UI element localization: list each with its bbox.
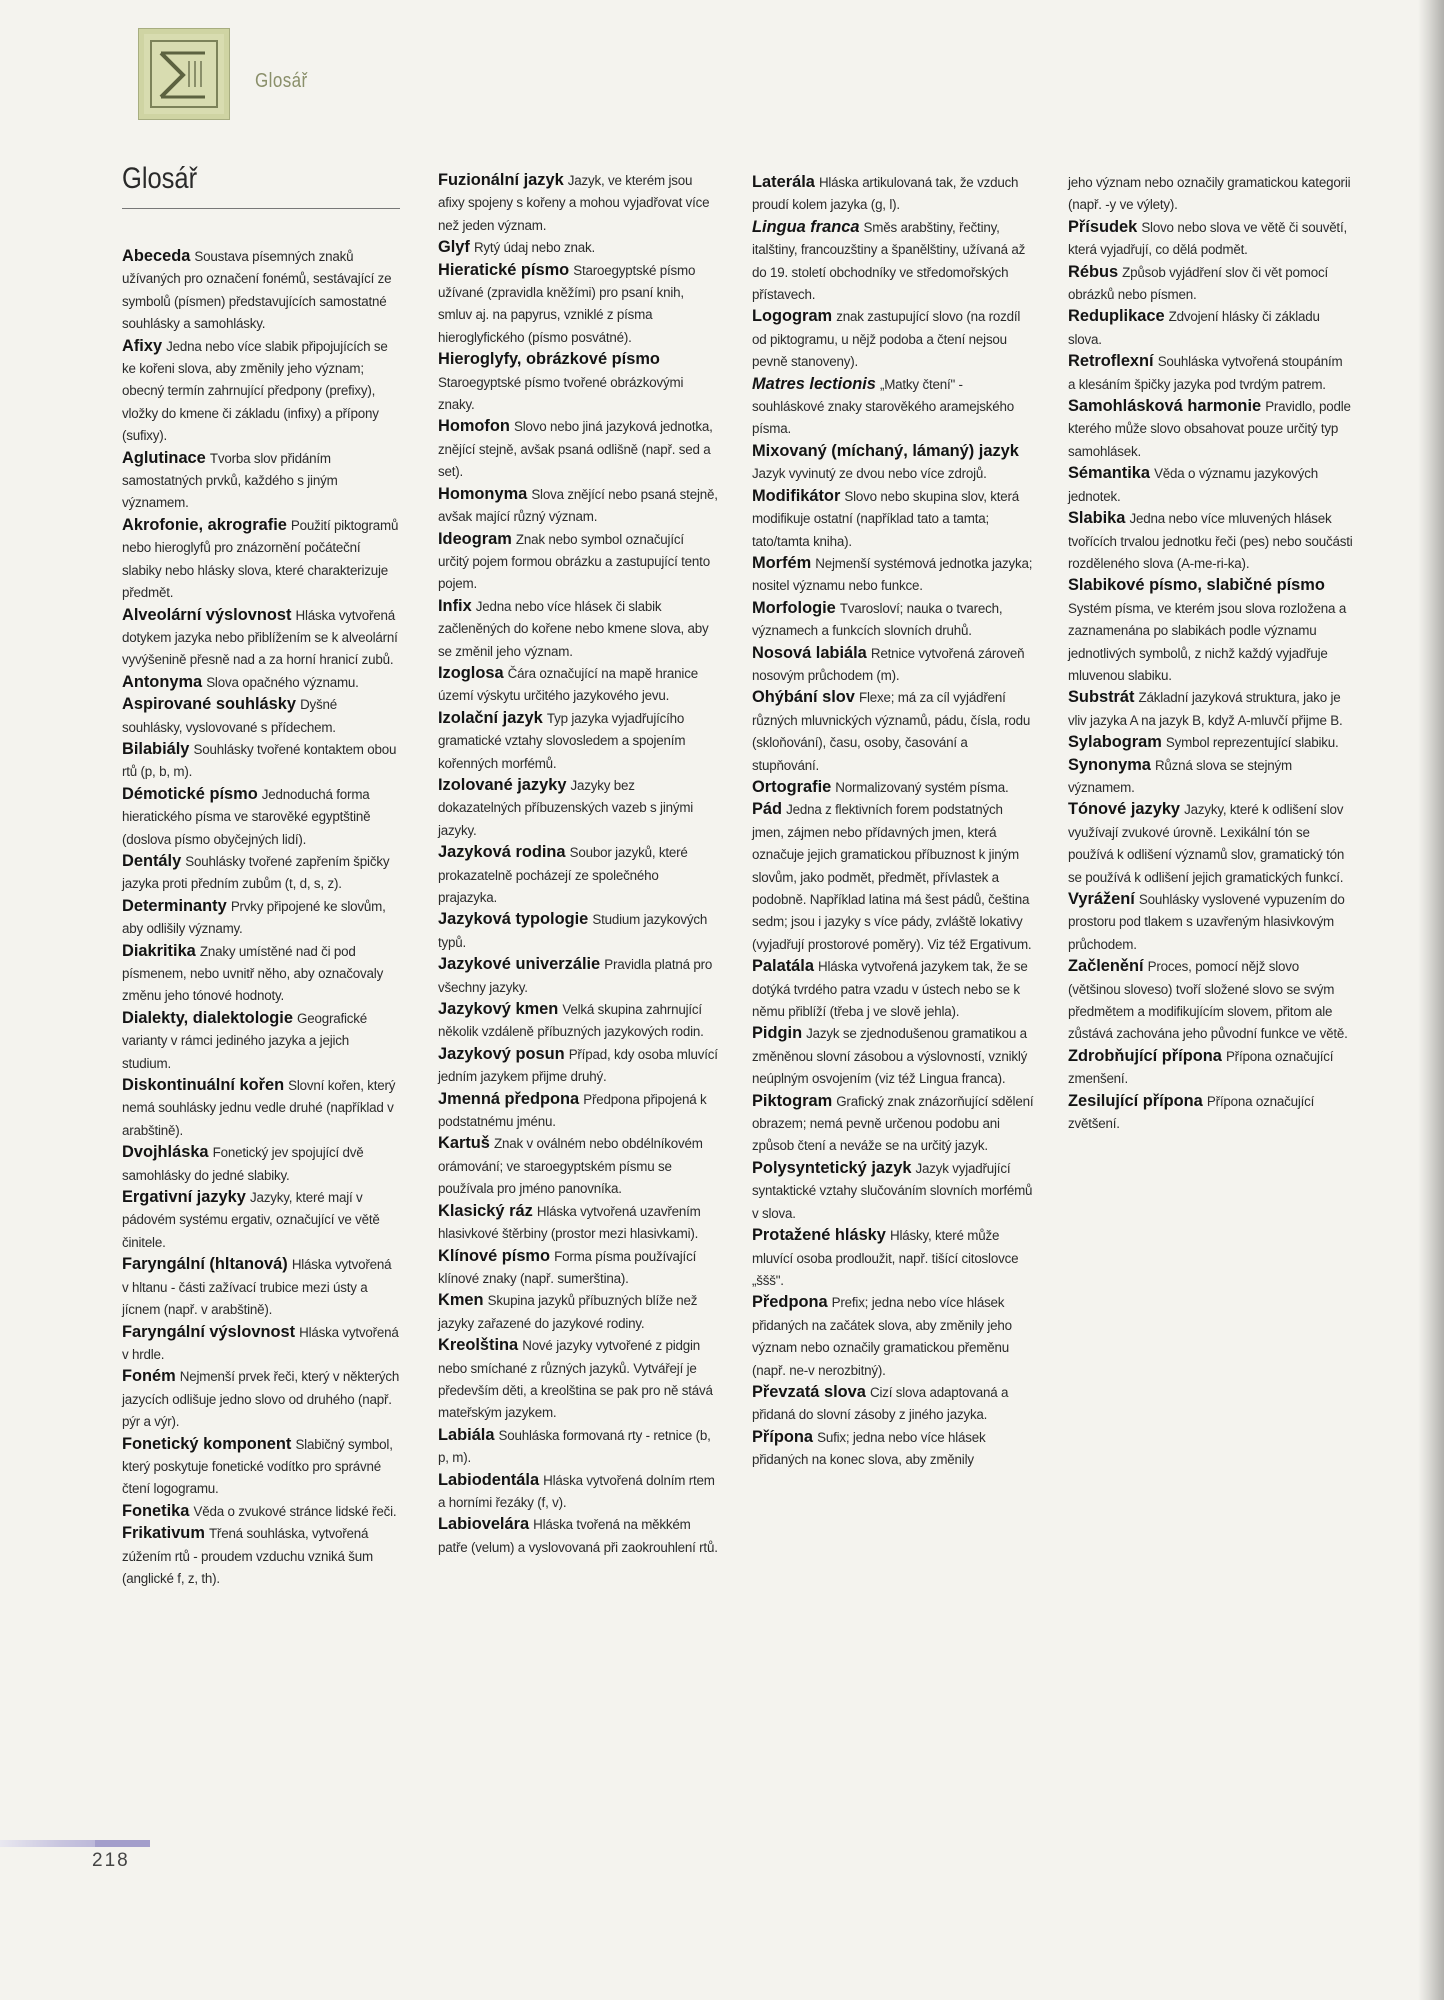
glossary-entry <box>752 1091 1037 1158</box>
glossary-term: Faryngální (hltanová) <box>122 1255 288 1274</box>
glossary-term: Homonyma <box>438 484 528 503</box>
glossary-definition: Hláska vytvořená dolním rtem a horními řezáky (f, v). <box>438 1472 715 1510</box>
glossary-definition: Forma písma používající klínové znaky (např. sumerština). <box>438 1248 697 1286</box>
glossary-term: Izolační jazyk <box>438 708 543 727</box>
glossary-definition: Způsob vyjádření slov či vět pomocí obrázků nebo písmen. <box>1068 264 1329 303</box>
glossary-definition: Grafický znak znázorňující sdělení obrazem; nemá pevně určenou podobu ani způsob čtení a neváže se na určitý jazyk. <box>752 1093 1034 1154</box>
glossary-term: Diskontinuální kořen <box>122 1076 285 1095</box>
glossary-definition: Čára označující na mapě hranice území výskytu určitého jazykového jevu. <box>438 665 698 704</box>
glossary-entry <box>752 799 1037 956</box>
glossary-entry <box>752 1382 1037 1427</box>
glossary-term: Rébus <box>1068 262 1119 281</box>
glossary-term: Aspirované souhlásky <box>122 695 296 714</box>
glossary-entry <box>438 170 718 237</box>
glossary-definition: Hláska vytvořená jazykem tak, že se dotýká tvrdého patra vzadu v ústech nebo se k němu přiblíží (třeba j ve slově jehla). <box>752 959 1028 1020</box>
glossary-entry <box>122 336 400 448</box>
glossary-definition: Souhlásky tvořené kontaktem obou rtů (p, b, m). <box>122 741 397 780</box>
glossary-definition: Souhláska formovaná rty - retnice (b, p, m). <box>438 1427 711 1466</box>
glossary-entry <box>752 598 1037 643</box>
glossary-term: Slabika <box>1068 509 1126 528</box>
glossary-entry <box>752 1427 1037 1472</box>
glossary-entry <box>438 1514 718 1559</box>
glossary-term: Labiála <box>438 1425 495 1444</box>
glossary-entry <box>752 1292 1037 1382</box>
glossary-entry <box>1068 508 1353 575</box>
glossary-entry <box>438 1044 718 1089</box>
glossary-entry <box>122 448 400 515</box>
glossary-term: Polysyntetický jazyk <box>752 1158 912 1177</box>
glossary-definition: Cizí slova adaptovaná a přidaná do slovní zásoby z jiného jazyka. <box>752 1384 1009 1423</box>
glossary-entry <box>752 553 1037 598</box>
glossary-term: Antonyma <box>122 672 203 691</box>
glossary-entry <box>752 306 1037 373</box>
glossary-entry <box>752 1158 1037 1225</box>
glossary-entry <box>438 663 718 708</box>
glossary-term: Jazykové univerzálie <box>438 955 601 974</box>
glossary-term: Sylabogram <box>1068 733 1162 752</box>
glossary-term: Bilabiály <box>122 739 190 758</box>
glossary-emblem-icon <box>138 28 230 120</box>
glossary-term: Abeceda <box>122 247 191 265</box>
glossary-entry <box>122 739 400 784</box>
glossary-entry <box>1068 1046 1353 1091</box>
glossary-term: Převzatá slova <box>752 1382 866 1401</box>
glossary-entry <box>1068 575 1353 687</box>
glossary-entry <box>438 237 718 259</box>
glossary-entry <box>752 956 1037 1023</box>
glossary-entry <box>438 1089 718 1134</box>
glossary-term: Piktogram <box>752 1091 833 1110</box>
glossary-definition: Směs arabštiny, řečtiny, italštiny, francouzštiny a španělštiny, užívaná až do 19. století obchodníky ve středomořských přístavech. <box>752 219 1026 303</box>
glossary-entry <box>122 1523 400 1590</box>
glossary-entry <box>1068 351 1353 396</box>
glossary-definition: Předpona připojená k podstatnému jménu. <box>438 1091 707 1130</box>
glossary-term: Hieroglyfy, obrázkové písmo <box>438 350 660 369</box>
glossary-term: Substrát <box>1068 688 1135 707</box>
glossary-definition: Hláska vytvořená v hrdle. <box>122 1324 399 1362</box>
glossary-entry <box>1068 732 1353 754</box>
glossary-definition: Jazyky bez dokazatelných příbuzenských vazeb s jinými jazyky. <box>438 777 694 838</box>
glossary-definition: Znak nebo symbol označující určitý pojem formou obrázku a zastupující tento pojem. <box>438 531 710 592</box>
glossary-term: Diakritika <box>122 941 196 960</box>
glossary-entry <box>438 954 718 999</box>
glossary-term: Kreolština <box>438 1336 519 1355</box>
glossary-term: Izoglosa <box>438 663 504 682</box>
glossary-term: Labiovelára <box>438 1515 530 1534</box>
glossary-entry <box>752 486 1037 553</box>
glossary-term: Ideogram <box>438 529 512 548</box>
glossary-term: Dvojhláska <box>122 1143 209 1162</box>
glossary-entry <box>438 416 718 483</box>
glossary-definition: Hláska vytvořená dotykem jazyka nebo přiblížením se k alveolární vyvýšenině přesně nad a za horní hranicí zubů. <box>122 607 398 668</box>
glossary-entry <box>1068 262 1353 307</box>
glossary-entry <box>1068 217 1353 262</box>
glossary-term: Determinanty <box>122 896 227 915</box>
glossary-term: Fonetika <box>122 1501 190 1520</box>
footer-accent-bar <box>0 1840 150 1847</box>
glossary-term: Faryngální výslovnost <box>122 1322 296 1341</box>
glossary-entry <box>752 217 1037 307</box>
glossary-term: Pád <box>752 800 783 819</box>
glossary-term: Nosová labiála <box>752 643 867 662</box>
glossary-definition: Znaky umístěné nad či pod písmenem, nebo uvnitř něho, aby označovaly změnu jeho tónové hodnoty. <box>122 943 384 1004</box>
glossary-term: Jazykový posun <box>438 1044 565 1063</box>
glossary-definition: Retnice vytvořená zároveň nosovým průchodem (m). <box>752 645 1025 683</box>
glossary-definition: Souhlásky vyslovené vypuzením do prostoru pod tlakem s uzavřeným hlasivkovým průchodem. <box>1068 892 1345 952</box>
glossary-definition: Třená souhláska, vytvořená zúžením rtů - proudem vzduchu vzniká šum (anglické f, z, th). <box>122 1526 373 1586</box>
glossary-term: Retroflexní <box>1068 352 1154 371</box>
glossary-definition: Jazyky, které k odlišení slov využívají zvukové úrovně. Lexikální tón se používá k odlišení významů slov, gramatický tón se používá k odlišení jejich gramatických funkcí. <box>1068 802 1345 885</box>
glossary-entry <box>438 1246 718 1291</box>
glossary-entry <box>122 1434 400 1501</box>
glossary-term: Fuzionální jazyk <box>438 171 564 189</box>
glossary-entry <box>122 605 400 672</box>
glossary-definition: Znak v oválném nebo obdélníkovém orámování; ve staroegyptském písmu se používala pro jméno panovníka. <box>438 1136 703 1197</box>
glossary-definition: Rytý údaj nebo znak. <box>473 240 596 256</box>
glossary-term: Mixovaný (míchaný, lámaný) jazyk <box>752 441 1019 460</box>
glossary-definition: Jazyk, ve kterém jsou afixy spojeny s kořeny a mohou vyjadřovat více než jeden význam. <box>438 173 710 233</box>
glossary-term: Labiodentála <box>438 1470 540 1489</box>
glossary-definition: Jedna nebo více hlásek či slabik začleněných do kořene nebo kmene slova, aby se změnil jeho význam. <box>438 598 709 659</box>
glossary-entry <box>122 851 400 896</box>
glossary-definition: Hláska artikulovaná tak, že vzduch proudí kolem jazyka (g, l). <box>752 175 1019 213</box>
glossary-entry <box>438 999 718 1044</box>
glossary-definition: Různá slova se stejným významem. <box>1068 757 1292 795</box>
glossary-definition: „Matky čtení" - souhláskové znaky starověkého aramejského písma. <box>752 376 1014 437</box>
book-spine-shadow <box>1418 0 1444 2000</box>
glossary-definition: Sufix; jedna nebo více hlásek přidaných na konec slova, aby změnily <box>752 1429 986 1468</box>
glossary-definition: jeho význam nebo označily gramatickou kategorii (např. -y ve výlety). <box>1068 175 1351 213</box>
glossary-definition: Pravidlo, podle kterého může slovo obsahovat pouze určitý typ samohlásek. <box>1068 399 1351 459</box>
glossary-entry <box>1068 889 1353 956</box>
glossary-term: Jmenná předpona <box>438 1089 580 1108</box>
glossary-entry <box>438 596 718 663</box>
glossary-definition: Tvarosloví; nauka o tvarech, významech a funkcích slovních druhů. <box>752 600 1003 639</box>
glossary-definition: Jazyk vyvinutý ze dvou nebo více zdrojů. <box>752 466 987 482</box>
glossary-entry <box>1068 687 1353 732</box>
glossary-entry <box>122 1366 400 1433</box>
glossary-definition: Hlásky, které může mluvící osoba prodloužit, např. tišící citoslovce „ššš". <box>752 1228 1019 1288</box>
glossary-entry <box>438 1201 718 1246</box>
glossary-term: Glyf <box>438 238 470 257</box>
glossary-entry <box>122 1322 400 1367</box>
glossary-column-2 <box>438 170 718 1559</box>
glossary-definition: znak zastupující slovo (na rozdíl od piktogramu, u nějž podoba a čtení nejsou pevně stanoveny). <box>752 309 1021 370</box>
glossary-term: Předpona <box>752 1293 828 1312</box>
glossary-entry <box>438 909 718 954</box>
glossary-definition: Jazyky, které mají v pádovém systému ergativ, označující ve větě činitele. <box>122 1190 380 1250</box>
glossary-definition: Geografické varianty v rámci jediného jazyka a jejich studium. <box>122 1010 368 1071</box>
glossary-definition: Slabičný symbol, který poskytuje fonetické vodítko pro správné čtení logogramu. <box>122 1436 393 1497</box>
glossary-term: Klínové písmo <box>438 1246 551 1265</box>
glossary-entry <box>438 1425 718 1470</box>
glossary-entry <box>122 1501 400 1523</box>
glossary-term: Palatála <box>752 957 814 976</box>
glossary-definition: Staroegyptské písmo užívané (zpravidla kněžími) pro psaní knih, smluv aj. na papyrus, vzniklé z písma hieroglyfického (písmo posvátné). <box>438 262 696 345</box>
glossary-entry <box>1068 463 1353 508</box>
glossary-term: Frikativum <box>122 1524 205 1543</box>
glossary-definition: Jazyk se zjednodušenou gramatikou a změněnou slovní zásobou a výslovností, vzniklý neúplným osvojením (viz též Lingua franca). <box>752 1026 1028 1087</box>
glossary-definition: Pravidla platná pro všechny jazyky. <box>438 957 713 995</box>
glossary-definition: Přípona označující zmenšení. <box>1068 1048 1334 1087</box>
glossary-term: Foném <box>122 1367 176 1386</box>
glossary-term: Kartuš <box>438 1134 490 1153</box>
glossary-definition: Soubor jazyků, které prokazatelně pocházejí ze společného prajazyka. <box>438 845 688 905</box>
glossary-entry <box>752 172 1037 217</box>
glossary-definition: Přípona označující zvětšení. <box>1068 1093 1315 1132</box>
page-title: Glosář <box>122 162 198 195</box>
glossary-entry <box>122 896 400 941</box>
glossary-term: Zesilující přípona <box>1068 1091 1203 1110</box>
glossary-entry <box>122 784 400 851</box>
glossary-entry <box>1068 799 1353 889</box>
glossary-entry <box>1068 956 1353 1046</box>
glossary-term: Jazyková rodina <box>438 843 566 862</box>
glossary-definition: Nejmenší prvek řeči, který v některých jazycích odlišuje jedno slovo od druhého (např. pýr a výr). <box>122 1369 400 1430</box>
glossary-term: Matres lectionis <box>752 374 876 393</box>
glossary-entry <box>1068 755 1353 800</box>
glossary-definition: Slovní kořen, který nemá souhlásky jednu vedle druhé (například v arabštině). <box>122 1078 396 1138</box>
glossary-definition: Věda o zvukové stránce lidské řeči. <box>193 1503 397 1519</box>
glossary-term: Přísudek <box>1068 217 1138 236</box>
glossary-definition: Slovo nebo skupina slov, která modifikuje ostatní (například tato a tamta; tato/tamta kniha). <box>752 488 1020 549</box>
glossary-term: Samohlásková harmonie <box>1068 397 1262 416</box>
glossary-entry <box>1068 1091 1353 1136</box>
glossary-term: Sémantika <box>1068 464 1150 483</box>
glossary-definition: Základní jazyková struktura, jako je vliv jazyka A na jazyk B, když A-mluvčí přijme B. <box>1068 690 1343 728</box>
glossary-definition: Hláska tvořená na měkkém patře (velum) a vyslovovaná při zaokrouhlení rtů. <box>438 1517 718 1555</box>
glossary-entry <box>1068 172 1353 217</box>
running-header-title: Glosář <box>255 70 308 92</box>
glossary-definition: Případ, kdy osoba mluvící jedním jazykem přijme druhý. <box>438 1046 718 1085</box>
glossary-term: Laterála <box>752 173 815 191</box>
glossary-term: Pidgin <box>752 1024 803 1043</box>
glossary-definition: Fonetický jev spojující dvě samohlásky do jedné slabiky. <box>122 1145 364 1183</box>
glossary-term: Tónové jazyky <box>1068 800 1181 819</box>
glossary-column-4 <box>1068 172 1353 1135</box>
title-divider <box>122 208 400 209</box>
glossary-term: Protažené hlásky <box>752 1226 886 1245</box>
glossary-entry <box>438 260 718 350</box>
glossary-definition: Slovo nebo slova ve větě či souvětí, která vyjadřují, co dělá podmět. <box>1068 219 1347 258</box>
glossary-entry <box>438 1290 718 1335</box>
glossary-definition: Souhláska vytvořená stoupáním a klesáním špičky jazyka pod tvrdým patrem. <box>1068 354 1343 392</box>
glossary-entry <box>122 941 400 1008</box>
glossary-definition: Hláska vytvořená uzavřením hlasivkové štěrbiny (prostor mezi hlasivkami). <box>438 1203 701 1242</box>
glossary-entry <box>438 1335 718 1425</box>
glossary-definition: Dyšné souhlásky, vyslovované s přídechem. <box>122 697 338 735</box>
glossary-entry <box>752 1225 1037 1292</box>
glossary-term: Démotické písmo <box>122 784 258 803</box>
glossary-term: Jazyková typologie <box>438 910 589 929</box>
glossary-term: Ergativní jazyky <box>122 1188 246 1207</box>
glossary-entry <box>122 1254 400 1321</box>
glossary-definition: Jazyk vyjadřující syntaktické vztahy slučováním slovních morfémů v slova. <box>752 1160 1033 1221</box>
glossary-column-3 <box>752 172 1037 1472</box>
glossary-definition: Prvky připojené ke slovům, aby odlišily významy. <box>122 898 386 937</box>
glossary-entry <box>122 515 400 605</box>
glossary-term: Homofon <box>438 417 510 436</box>
glossary-entry <box>752 441 1037 486</box>
glossary-term: Vyrážení <box>1068 890 1135 908</box>
glossary-column-1 <box>122 246 400 1590</box>
glossary-entry <box>438 775 718 842</box>
glossary-entry <box>438 842 718 909</box>
glossary-definition: Studium jazykových typů. <box>438 912 708 950</box>
glossary-definition: Zdvojení hlásky či základu slova. <box>1068 309 1320 347</box>
glossary-definition: Proces, pomocí nějž slovo (většinou sloveso) tvoří složené slovo se svým předmětem a modifikujícím slovem, přitom ale zůstává zachována jeho původní funkce ve větě. <box>1068 959 1348 1042</box>
glossary-entry <box>438 1133 718 1200</box>
glossary-entry <box>438 708 718 775</box>
glossary-definition: Použití piktogramů nebo hieroglyfů pro znázornění počáteční slabiky nebo hlásky slova, které charakterizuje předmět. <box>122 517 399 601</box>
glossary-definition: Systém písma, ve kterém jsou slova rozložena a zaznamenána po slabikách podle významu jednotlivých symbolů, z nichž každý vyjadřuje mluvenou slabiku. <box>1068 600 1347 683</box>
glossary-term: Kmen <box>438 1291 484 1310</box>
glossary-entry <box>438 1470 718 1515</box>
glossary-entry <box>438 484 718 529</box>
glossary-term: Morfém <box>752 553 812 572</box>
glossary-entry <box>752 643 1037 688</box>
glossary-definition: Flexe; má za cíl vyjádření různých mluvnických významů, pádu, čísla, rodu (skloňování), času, osoby, časování a stupňování. <box>752 690 1031 773</box>
glossary-entry <box>752 1023 1037 1090</box>
glossary-entry <box>438 529 718 596</box>
glossary-definition: Soustava písemných znaků užívaných pro označení fonémů, sestávající ze symbolů (písmen) představujících samostatné souhlásky a samohlásky. <box>122 249 392 332</box>
glossary-definition: Slova opačného významu. <box>206 674 359 690</box>
glossary-definition: Normalizovaný systém písma. <box>835 779 1009 795</box>
page-number: 218 <box>92 1850 130 1871</box>
glossary-entry <box>752 374 1037 441</box>
glossary-term: Morfologie <box>752 598 836 617</box>
glossary-term: Hieratické písmo <box>438 260 570 279</box>
glossary-term: Aglutinace <box>122 448 206 467</box>
glossary-entry <box>122 1187 400 1254</box>
glossary-term: Dialekty, dialektologie <box>122 1008 293 1027</box>
glossary-definition: Velká skupina zahrnující několik vzdáleně příbuzných jazykových rodin. <box>438 1002 704 1040</box>
glossary-entry <box>1068 306 1353 351</box>
glossary-definition: Souhlásky tvořené zapřením špičky jazyka proti předním zubům (t, d, s, z). <box>122 853 390 892</box>
glossary-term: Jazykový kmen <box>438 1000 559 1019</box>
glossary-term: Dentály <box>122 851 182 870</box>
glossary-definition: Nejmenší systémová jednotka jazyka; nositel významu nebo funkce. <box>752 555 1033 594</box>
glossary-definition: Jedna nebo více slabik připojujících se ke kořeni slova, aby změnily jeho význam; obecný termín zahrnující předpony (prefixy), vložky do kmene či základu (infixy) a přípony (sufixy). <box>122 338 388 444</box>
glossary-definition: Prefix; jedna nebo více hlásek přidaných na začátek slova, aby změnily jeho význam nebo označily gramatickou přeměnu (např. ne-v nerozbitný). <box>752 1295 1012 1378</box>
glossary-definition: Věda o významu jazykových jednotek. <box>1068 466 1319 504</box>
glossary-term: Fonetický komponent <box>122 1434 292 1453</box>
glossary-definition: Jednoduchá forma hieratického písma ve starověké egyptštině (doslova písmo obyčejných lidí). <box>122 786 371 847</box>
glossary-definition: Skupina jazyků příbuzných blíže než jazyky zařazené do jazykové rodiny. <box>438 1293 698 1331</box>
glossary-term: Afixy <box>122 336 163 355</box>
glossary-term: Akrofonie, akrografie <box>122 515 287 534</box>
glossary-definition: Slovo nebo jiná jazyková jednotka, znějící stejně, avšak psaná odlišně (např. sed a set). <box>438 419 713 480</box>
glossary-entry <box>122 1008 400 1075</box>
glossary-term: Začlenění <box>1068 957 1144 976</box>
glossary-entry <box>122 1075 400 1142</box>
glossary-term: Reduplikace <box>1068 307 1165 326</box>
glossary-term: Ohýbání slov <box>752 688 855 707</box>
glossary-term: Klasický ráz <box>438 1201 533 1220</box>
glossary-definition: Jedna nebo více mluvených hlásek tvořících trvalou jednotku řeči (pes) nebo součásti rozděleného slova (A-me-ri-ka). <box>1068 511 1353 571</box>
glossary-entry <box>122 672 400 694</box>
glossary-entry <box>752 777 1037 799</box>
glossary-term: Přípona <box>752 1427 814 1446</box>
glossary-definition: Jedna z flektivních forem podstatných jmen, zájmen nebo přídavných jmen, která označuje jejich gramatickou příbuznost k jiným slovům, jako podmět, předmět, přívlastek a podobně. Například latina má šest pádů, čeština sedm; jsou i jazyky s více pády, zvláště lokativy (vyjadřují prostorové poměry). Viz též Ergativum. <box>752 802 1032 952</box>
glossary-entry <box>1068 396 1353 463</box>
glossary-term: Zdrobňující přípona <box>1068 1046 1222 1065</box>
glossary-definition: Symbol reprezentující slabiku. <box>1165 735 1339 751</box>
glossary-term: Ortografie <box>752 777 832 796</box>
glossary-term: Modifikátor <box>752 486 841 505</box>
glossary-entry <box>438 349 718 416</box>
glossary-entry <box>752 687 1037 777</box>
glossary-definition: Slova znějící nebo psaná stejně, avšak mající různý význam. <box>438 486 718 525</box>
glossary-definition: Typ jazyka vyjadřujícího gramatické vztahy slovosledem a spojením kořenných morfémů. <box>438 710 686 771</box>
glossary-term: Alveolární výslovnost <box>122 605 292 624</box>
glossary-term: Slabikové písmo, slabičné písmo <box>1068 576 1325 595</box>
glossary-definition: Staroegyptské písmo tvořené obrázkovými znaky. <box>438 374 684 413</box>
glossary-term: Infix <box>438 596 472 615</box>
glossary-definition: Nové jazyky vytvořené z pidgin nebo smíchané z různých jazyků. Vytvářejí je především děti, a kreolština se pak pro ně stává mateřským jazykem. <box>438 1338 713 1421</box>
glossary-entry <box>122 246 400 336</box>
glossary-entry <box>122 694 400 739</box>
glossary-term: Synonyma <box>1068 755 1151 774</box>
glossary-definition: Hláska vytvořená v hltanu - části zažívací trubice mezi ústy a jícnem (např. v arabštině). <box>122 1257 392 1318</box>
glossary-term: Izolované jazyky <box>438 775 567 794</box>
glossary-term: Lingua franca <box>752 217 860 236</box>
glossary-definition: Tvorba slov přidáním samostatných prvků, každého s jiným významem. <box>122 450 338 511</box>
glossary-term: Logogram <box>752 307 833 326</box>
glossary-entry <box>122 1142 400 1187</box>
